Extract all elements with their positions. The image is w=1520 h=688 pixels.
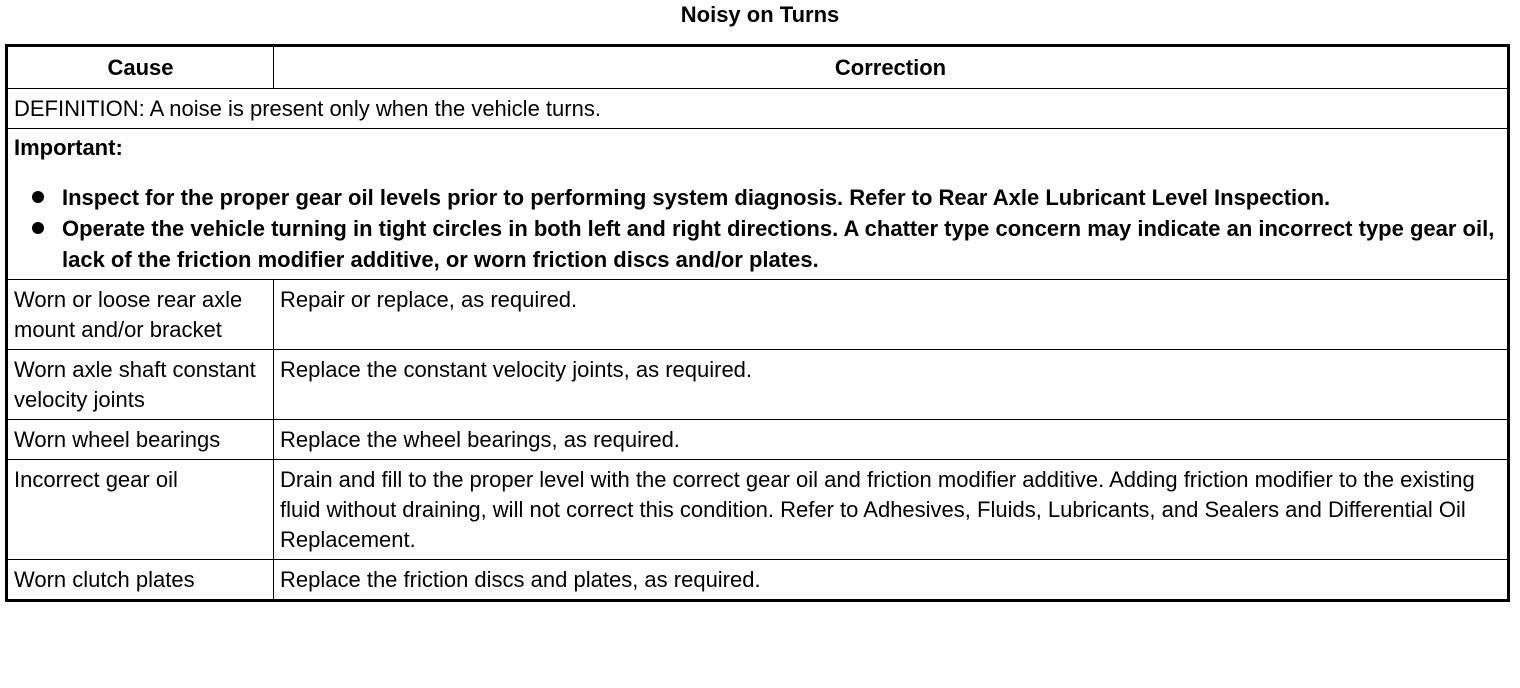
bullet-icon (32, 191, 44, 203)
definition-text: DEFINITION: A noise is present only when the vehicle turns. (7, 89, 1509, 129)
cause-column-header: Cause (7, 46, 274, 89)
important-note (7, 129, 1509, 280)
correction-cell: Replace the wheel bearings, as required. (274, 420, 1509, 460)
definition-row (7, 89, 1509, 129)
correction-cell: Repair or replace, as required. (274, 280, 1509, 350)
important-item (14, 213, 1501, 275)
important-item-text: Operate the vehicle turning in tight circles in both left and right directions. A chatter type concern may indicate an incorrect type gear oil, lack of the friction modifier additive, or worn friction discs and/or plates. (62, 216, 1495, 272)
table-row (7, 350, 1509, 420)
important-item-text: Inspect for the proper gear oil levels prior to performing system diagnosis. Refer to Rear Axle Lubricant Level Inspection. (62, 185, 1331, 210)
header-row (7, 46, 1509, 89)
cause-cell: Worn clutch plates (7, 560, 274, 601)
table-row (7, 560, 1509, 601)
important-label: Important: (14, 135, 123, 160)
cause-cell: Incorrect gear oil (7, 460, 274, 560)
cause-cell: Worn or loose rear axle mount and/or bracket (7, 280, 274, 350)
table-row (7, 460, 1509, 560)
table-row (7, 280, 1509, 350)
table-row (7, 420, 1509, 460)
cause-cell: Worn wheel bearings (7, 420, 274, 460)
correction-column-header: Correction (274, 46, 1509, 89)
bullet-icon (32, 222, 44, 234)
correction-cell: Replace the friction discs and plates, as required. (274, 560, 1509, 601)
important-item (14, 182, 1501, 213)
important-row (7, 129, 1509, 280)
cause-cell: Worn axle shaft constant velocity joints (7, 350, 274, 420)
important-list (14, 182, 1501, 275)
diagnostic-table (5, 44, 1510, 602)
correction-cell: Drain and fill to the proper level with the correct gear oil and friction modifier additive. Adding friction modifier to the existing fluid without draining, will not correct this condition. Refer to Adhesives, Fluids, Lubricants, and Sealers and Differential Oil Replacement. (274, 460, 1509, 560)
correction-cell: Replace the constant velocity joints, as required. (274, 350, 1509, 420)
page-title: Noisy on Turns (680, 2, 840, 27)
